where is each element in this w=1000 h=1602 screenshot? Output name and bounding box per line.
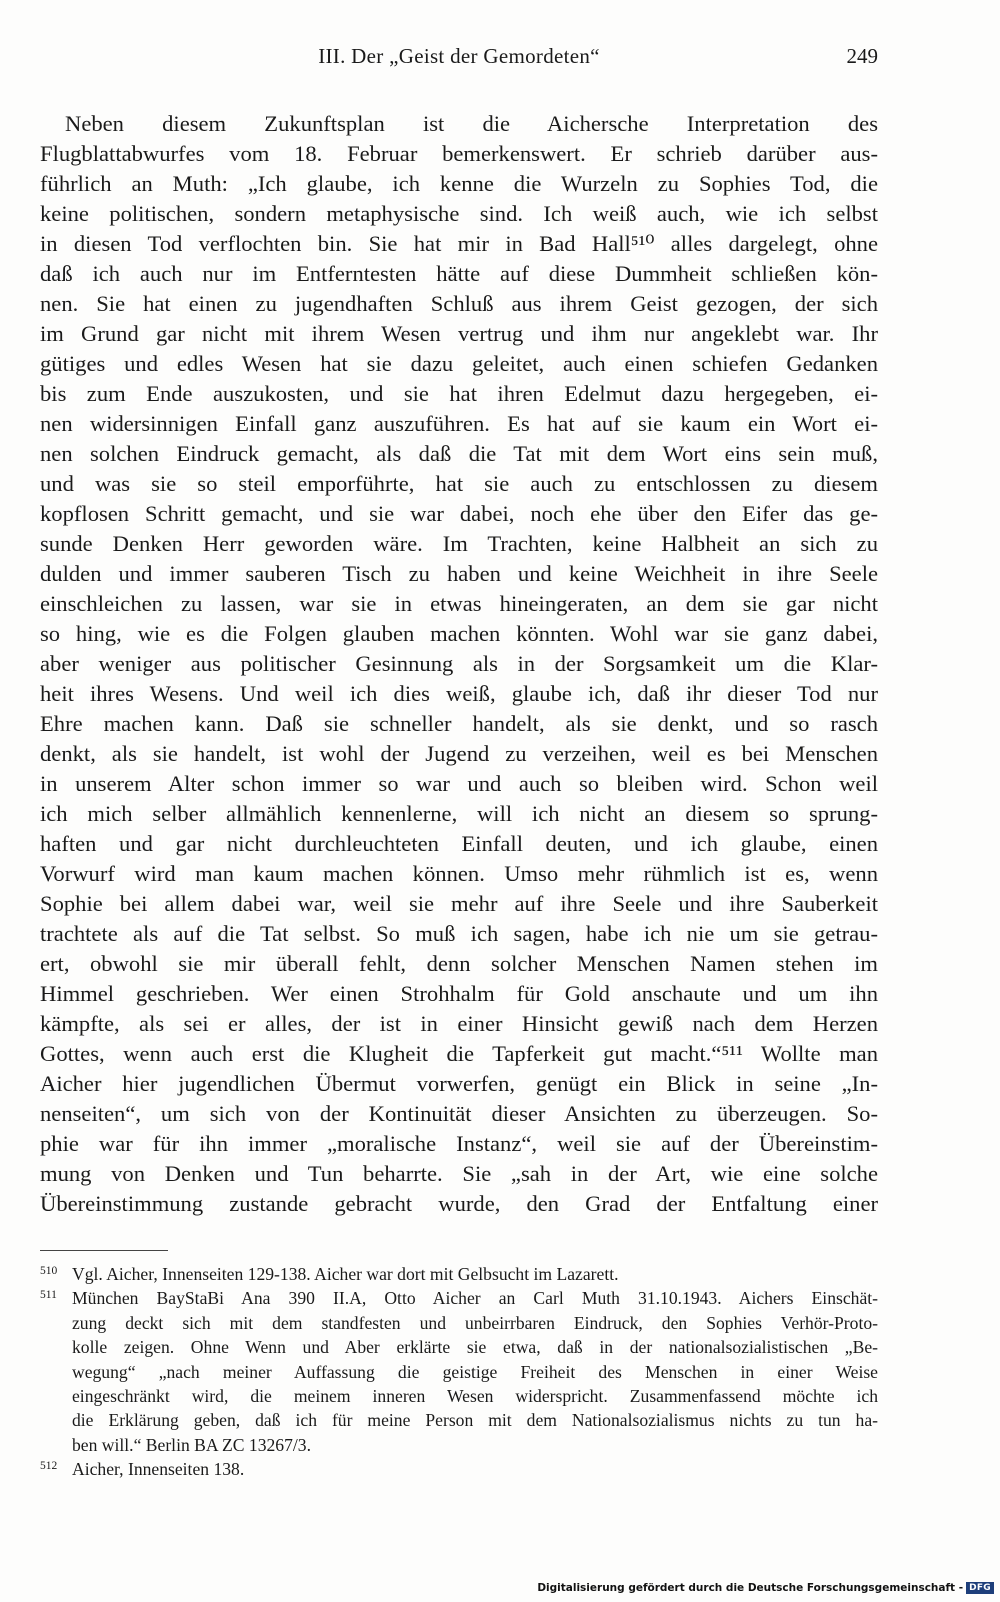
text-line: dulden und immer sauberen Tisch zu haben und keine Weichheit in ihre Seele xyxy=(40,561,878,586)
text-line: trachtete als auf die Tat selbst. So muß ich sagen, habe ich nie um sie getrau- xyxy=(40,921,878,946)
footnote-number: 510 xyxy=(40,1265,58,1277)
text-line: aber weniger aus politischer Gesinnung als in der Sorgsamkeit um die Klar- xyxy=(40,651,878,676)
footer-credit-text: Digitalisierung gefördert durch die Deutsche Forschungsgemeinschaft - xyxy=(537,1582,964,1594)
text-line: nen. Sie hat einen zu jugendhaften Schluß aus ihrem Geist gezogen, der sich xyxy=(40,291,878,316)
page-header xyxy=(40,44,878,78)
footnote-line: zung deckt sich mit dem standfesten und unbeirrbaren Eindruck, den Sophies Verhör-Proto- xyxy=(72,1312,878,1333)
text-line: kopflosen Schritt gemacht, und sie war dabei, noch ehe über den Eifer das ge- xyxy=(40,501,878,526)
footnote-number: 512 xyxy=(40,1460,58,1473)
footnote-line: eingeschränkt wird, die meinem inneren Wesen widerspricht. Zusammenfassend möchte ich xyxy=(72,1385,878,1406)
footnote-511 xyxy=(40,1286,878,1457)
text-line: Sophie bei allem dabei war, weil sie mehr auf ihre Seele und ihre Sauberkeit xyxy=(40,891,878,916)
text-line: nen widersinnigen Einfall ganz auszuführen. Es hat auf sie kaum ein Wort ei- xyxy=(40,411,878,436)
text-line: sunde Denken Herr geworden wäre. Im Trachten, keine Halbheit an sich zu xyxy=(40,531,878,556)
text-line: haften und gar nicht durchleuchteten Einfall deuten, und ich glaube, einen xyxy=(40,831,878,856)
footnote-510 xyxy=(40,1262,878,1286)
footer-credit xyxy=(537,1580,994,1596)
text-line: phie war für ihn immer „moralische Instanz“, weil sie auf der Übereinstim- xyxy=(40,1131,878,1156)
text-line: Ehre machen kann. Daß sie schneller handelt, als sie denkt, und so rasch xyxy=(40,711,878,736)
text-line: gütiges und edles Wesen hat sie dazu geleitet, auch einen schiefen Gedanken xyxy=(40,351,878,376)
running-title: III. Der „Geist der Gemordeten“ xyxy=(318,44,600,68)
footnote-line: wegung“ „nach meiner Auffassung die geistige Freiheit des Menschen in einer Weise xyxy=(72,1361,878,1382)
text-line: in unserem Alter schon immer so war und auch so bleiben wird. Schon weil xyxy=(40,771,878,796)
footnote-line: ben will.“ Berlin BA ZC 13267/3. xyxy=(72,1434,311,1455)
text-line: Vorwurf wird man kaum machen können. Umso mehr rühmlich ist es, wenn xyxy=(40,861,878,886)
text-line: ich mich selber allmählich kennenlerne, will ich nicht an diesem so sprung- xyxy=(40,801,878,826)
footnote-line: Vgl. Aicher, Innenseiten 129-138. Aicher war dort mit Gelbsucht im Lazarett. xyxy=(72,1264,619,1284)
text-line: keine politischen, sondern metaphysische sind. Ich weiß auch, wie ich selbst xyxy=(40,201,878,226)
body-text xyxy=(40,109,878,1219)
footnote-line: München BayStaBi Ana 390 II.A, Otto Aicher an Carl Muth 31.10.1943. Aichers Einschät- xyxy=(72,1288,878,1309)
text-line: heit ihres Wesens. Und weil ich dies weiß, glaube ich, daß ihr dieser Tod nur xyxy=(40,681,878,706)
footnote-512 xyxy=(40,1457,878,1481)
text-line: Übereinstimmung zustande gebracht wurde, den Grad der Entfaltung einer xyxy=(40,1191,878,1216)
footnote-line: Aicher, Innenseiten 138. xyxy=(72,1459,245,1480)
text-line: einschleichen zu lassen, war sie in etwas hineingeraten, an dem sie gar nicht xyxy=(40,591,878,616)
text-line: denkt, als sie handelt, ist wohl der Jugend zu verzeihen, weil es bei Menschen xyxy=(40,741,878,766)
text-line: nenseiten“, um sich von der Kontinuität dieser Ansichten zu überzeugen. So- xyxy=(40,1101,878,1126)
text-line: führlich an Muth: „Ich glaube, ich kenne die Wurzeln zu Sophies Tod, die xyxy=(40,171,878,196)
text-line: in diesen Tod verflochten bin. Sie hat mir in Bad Hall⁵¹⁰ alles dargelegt, ohne xyxy=(40,231,878,256)
footnote-number: 511 xyxy=(40,1289,57,1302)
text-line: kämpfte, als sei er alles, der ist in einer Hinsicht gewiß nach dem Herzen xyxy=(40,1011,878,1036)
text-line: im Grund gar nicht mit ihrem Wesen vertrug und ihm nur angeklebt war. Ihr xyxy=(40,321,878,346)
text-line: bis zum Ende auszukosten, und sie hat ihren Edelmut dazu hergegeben, ei- xyxy=(40,381,878,406)
footnote-line: kolle zeigen. Ohne Wenn und Aber erklärte sie etwa, daß in der nationalsozialistischen „Be- xyxy=(72,1337,878,1358)
text-line: Himmel geschrieben. Wer einen Strohhalm für Gold anschaute und um ihn xyxy=(40,981,878,1006)
text-line: Neben diesem Zukunftsplan ist die Aichersche Interpretation des xyxy=(65,111,878,136)
page-number: 249 xyxy=(846,44,878,68)
footnote-divider xyxy=(40,1250,168,1251)
text-line: Aicher hier jugendlichen Übermut vorwerfen, genügt ein Blick in seine „In- xyxy=(40,1071,878,1096)
text-line: ert, obwohl sie mir überall fehlt, denn solcher Menschen Namen stehen im xyxy=(40,951,878,976)
footnote-line: die Erklärung geben, daß ich für meine Person mit dem Nationalsozialismus nichts zu tun ha- xyxy=(72,1410,878,1431)
text-line: so hing, wie es die Folgen glauben machen könnten. Wohl war sie ganz dabei, xyxy=(40,621,878,646)
footnotes xyxy=(40,1262,878,1482)
text-line: Flugblattabwurfes vom 18. Februar bemerkenswert. Er schrieb darüber aus- xyxy=(40,141,878,166)
text-line: nen solchen Eindruck gemacht, als daß die Tat mit dem Wort eins sein muß, xyxy=(40,441,878,466)
text-line: mung von Denken und Tun beharrte. Sie „sah in der Art, wie eine solche xyxy=(40,1161,878,1186)
text-line: Gottes, wenn auch erst die Klugheit die Tapferkeit gut macht.“⁵¹¹ Wollte man xyxy=(40,1041,878,1066)
dfg-logo: DFG xyxy=(966,1582,994,1594)
text-line: und was sie so steil emporführte, hat sie auch zu entschlossen zu diesem xyxy=(40,471,878,496)
text-line: daß ich auch nur im Entferntesten hätte auf diese Dummheit schließen kön- xyxy=(40,261,878,286)
